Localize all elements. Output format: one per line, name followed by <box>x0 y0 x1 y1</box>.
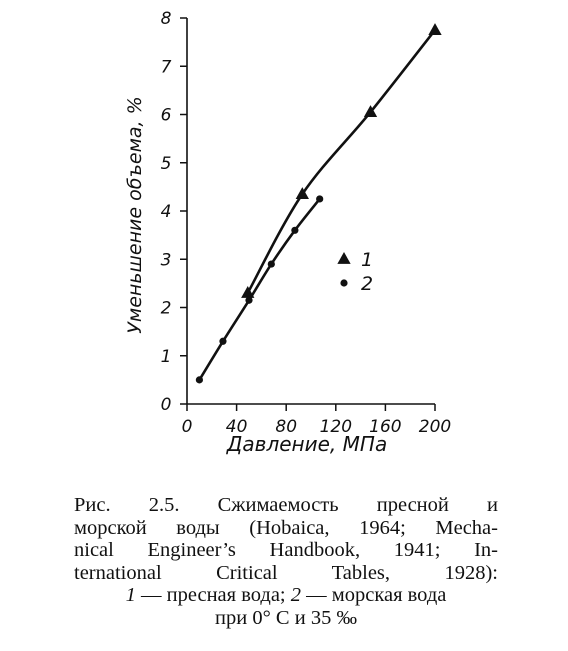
y-tick-label: 7 <box>160 57 172 78</box>
y-tick-label: 6 <box>160 105 172 126</box>
series-2-point <box>268 260 275 267</box>
caption-line <box>74 584 498 607</box>
y-tick-label: 5 <box>160 153 172 174</box>
y-tick-label: 0 <box>160 395 172 415</box>
y-tick-label: 1 <box>160 346 172 367</box>
caption-series-2-text: — морская вода <box>301 584 447 606</box>
x-axis-title: Давление, МПа <box>226 432 388 456</box>
y-tick-label: 8 <box>160 9 172 29</box>
series-1-line <box>248 30 435 293</box>
caption-line: морской воды (Hobaica, 1964; Mecha- <box>74 516 498 539</box>
legend-marker-2 <box>340 279 347 286</box>
caption-line: при 0° С и 35 ‰ <box>215 606 357 629</box>
caption-series-1-number: 1 <box>125 584 136 606</box>
series-2-point <box>291 227 298 234</box>
x-tick-label: 200 <box>418 417 452 437</box>
legend-label-1: 1 <box>361 249 374 271</box>
series-1-point <box>428 23 441 35</box>
x-tick-label: 160 <box>369 417 402 437</box>
figure-caption <box>74 494 498 629</box>
series-2-point <box>245 297 252 304</box>
series-2-line <box>199 199 319 380</box>
caption-line: Рис. 2.5. Сжимаемость пресной и <box>74 494 498 516</box>
y-axis-title: Уменьшение объема, % <box>124 96 146 334</box>
y-tick-label: 2 <box>160 298 172 319</box>
caption-series-2-number: 2 <box>290 584 301 606</box>
series-2-point <box>219 338 226 345</box>
x-tick-label: 0 <box>181 417 193 437</box>
y-tick-label: 3 <box>160 250 172 271</box>
caption-line: ternational Critical Tables, 1928): <box>74 561 498 584</box>
x-tick-label: 40 <box>225 417 248 437</box>
series-1-point <box>241 286 254 298</box>
curves <box>199 30 435 380</box>
legend <box>337 249 373 295</box>
legend-marker-1 <box>337 252 350 264</box>
markers <box>196 23 442 383</box>
caption-line: nical Engineer’s Handbook, 1941; In- <box>74 539 498 561</box>
legend-label-2: 2 <box>361 273 374 295</box>
caption-series-1-text: — пресная вода; <box>135 584 291 606</box>
series-2-point <box>316 195 323 202</box>
x-tick-label: 120 <box>319 417 353 437</box>
x-tick-label: 80 <box>275 417 298 437</box>
series-2-point <box>196 376 203 383</box>
y-tick-label: 4 <box>160 202 172 222</box>
